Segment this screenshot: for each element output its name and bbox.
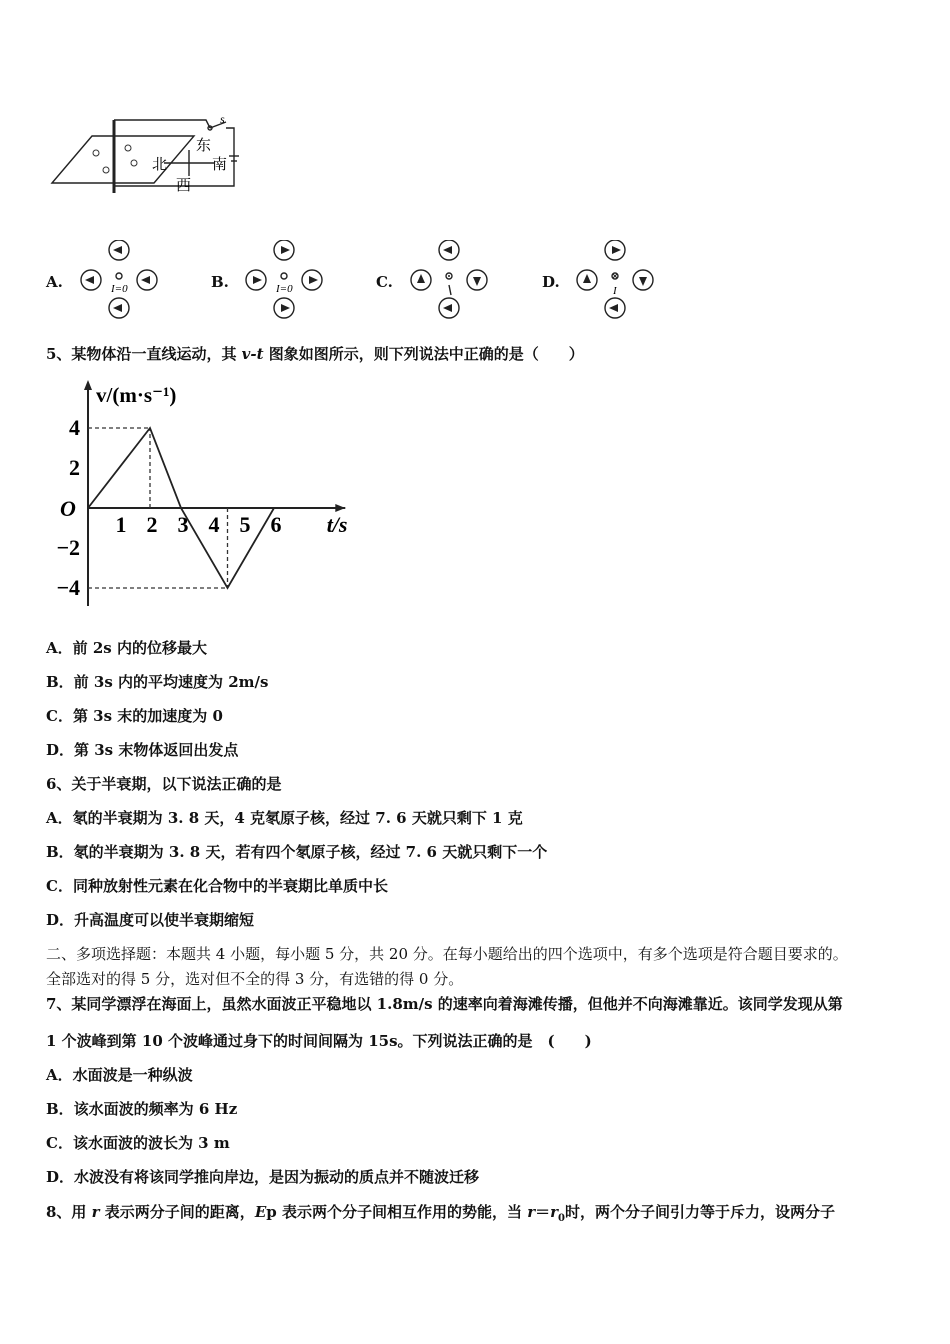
option-label: D. (542, 273, 560, 291)
y-tick-label: 2 (69, 455, 80, 480)
q6-option-b[interactable]: B．氡的半衰期为 3. 8 天，若有四个氡原子核，经过 7. 6 天就只剩下一个 (46, 843, 548, 861)
x-tick-label: 3 (177, 512, 189, 537)
compass-options-row (46, 240, 686, 320)
needle-west-icon (85, 276, 94, 284)
q8-stem: 8、用 r 表示两分子间的距离，Ep 表示两个分子间相互作用的势能，当 $r=r_0$时，两个分子间引力等于斥力，设两分子 (46, 1203, 835, 1224)
needle-east-icon (281, 246, 290, 254)
section2-line2: 全部选对的得 5 分，选对但不全的得 3 分，有选错的得 0 分。 (46, 970, 464, 988)
north-label: 北 (152, 157, 168, 173)
needle-south-icon (639, 277, 647, 286)
x-tick-label: 5 (239, 512, 251, 537)
needle-west-icon (443, 304, 452, 312)
q6-stem: 6、关于半衰期，以下说法正确的是 (46, 775, 282, 793)
compass-diagram-c (404, 240, 494, 320)
q5-option-d[interactable]: D．第 3s 末物体返回出发点 (46, 741, 239, 759)
east-label: 东 (196, 138, 212, 154)
small-compass-icon (125, 145, 131, 151)
option-label: C. (376, 273, 393, 291)
needle-west-icon (113, 304, 122, 312)
q6-option-c[interactable]: C．同种放射性元素在化合物中的半衰期比单质中长 (46, 877, 388, 895)
q7-stem-line2: 1 个波峰到第 10 个波峰通过身下的时间间隔为 15s。下列说法正确的是 ( ) (46, 1032, 592, 1050)
q5-stem: 5、某物体沿一直线运动，其 v-t 图象如图所示，则下列说法中正确的是（ ） (46, 345, 584, 363)
west-label: 西 (176, 178, 192, 194)
small-compass-icon (103, 167, 109, 173)
y-axis-label: v/(m·s⁻¹) (96, 383, 177, 407)
current-label: I=0 (276, 283, 293, 295)
needle-east-icon (253, 276, 262, 284)
compass-diagram-d (570, 240, 660, 320)
circuit-figure (44, 108, 254, 198)
compass-diagram-b (239, 240, 329, 320)
q5-option-b[interactable]: B．前 3s 内的平均速度为 2m/s (46, 673, 269, 691)
needle-west-icon (443, 246, 452, 254)
switch-label: s (220, 112, 225, 126)
q7-option-c[interactable]: C．该水面波的波长为 3 m (46, 1134, 230, 1152)
current-label: I (613, 285, 617, 297)
q7-option-b[interactable]: B．该水面波的频率为 6 Hz (46, 1100, 238, 1118)
x-tick-label: 4 (208, 512, 220, 537)
q5-option-c[interactable]: C．第 3s 末的加速度为 0 (46, 707, 223, 725)
y-tick-label: 4 (69, 415, 80, 440)
needle-west-icon (609, 304, 618, 312)
q6-option-a[interactable]: A．氡的半衰期为 3. 8 天，4 克氡原子核，经过 7. 6 天就只剩下 1 克 (46, 809, 523, 827)
q6-option-d[interactable]: D．升高温度可以使半衰期缩短 (46, 911, 255, 929)
section2-line1: 二、多项选择题：本题共 4 小题，每小题 5 分，共 20 分。在每小题给出的四个选项中，有多个选项是符合题目要求的。 (46, 945, 848, 963)
x-tick-label: 6 (270, 512, 282, 537)
needle-north-icon (583, 274, 591, 283)
x-tick-label: 2 (146, 512, 158, 537)
origin-label: O (60, 496, 76, 521)
x-tick-label: 1 (115, 512, 127, 537)
q7-stem-line1: 7、某同学漂浮在海面上，虽然水面波正平稳地以 1.8m/s 的速率向着海滩传播，但他并不向海滩靠近。该同学发现从第 (46, 995, 843, 1013)
option-label: B. (211, 273, 229, 291)
needle-west-icon (113, 246, 122, 254)
vt-chart (46, 378, 356, 606)
option-label: A. (46, 273, 63, 291)
q5-option-a[interactable]: A．前 2s 内的位移最大 (46, 639, 207, 657)
south-label: 南 (212, 157, 228, 173)
y-tick-label: −2 (56, 535, 80, 560)
current-out-dot-icon (448, 275, 450, 277)
needle-east-icon (612, 246, 621, 254)
small-compass-icon (93, 150, 99, 156)
compass-diagram-a (74, 240, 164, 320)
x-axis-arrow-icon (335, 504, 345, 512)
needle-east-icon (281, 304, 290, 312)
y-tick-label: −4 (56, 575, 80, 600)
q7-option-d[interactable]: D．水波没有将该同学推向岸边，是因为振动的质点并不随波迁移 (46, 1168, 480, 1186)
needle-east-icon (309, 276, 318, 284)
horizontal-board (52, 136, 194, 183)
q7-option-a[interactable]: A．水面波是一种纵波 (46, 1066, 193, 1084)
current-label: I=0 (111, 283, 128, 295)
needle-south-icon (473, 277, 481, 286)
needle-north-icon (417, 274, 425, 283)
x-axis-label: t/s (326, 512, 348, 537)
needle-west-icon (141, 276, 150, 284)
top-wire (114, 120, 210, 128)
small-compass-icon (131, 160, 137, 166)
y-axis-arrow-icon (84, 380, 92, 390)
